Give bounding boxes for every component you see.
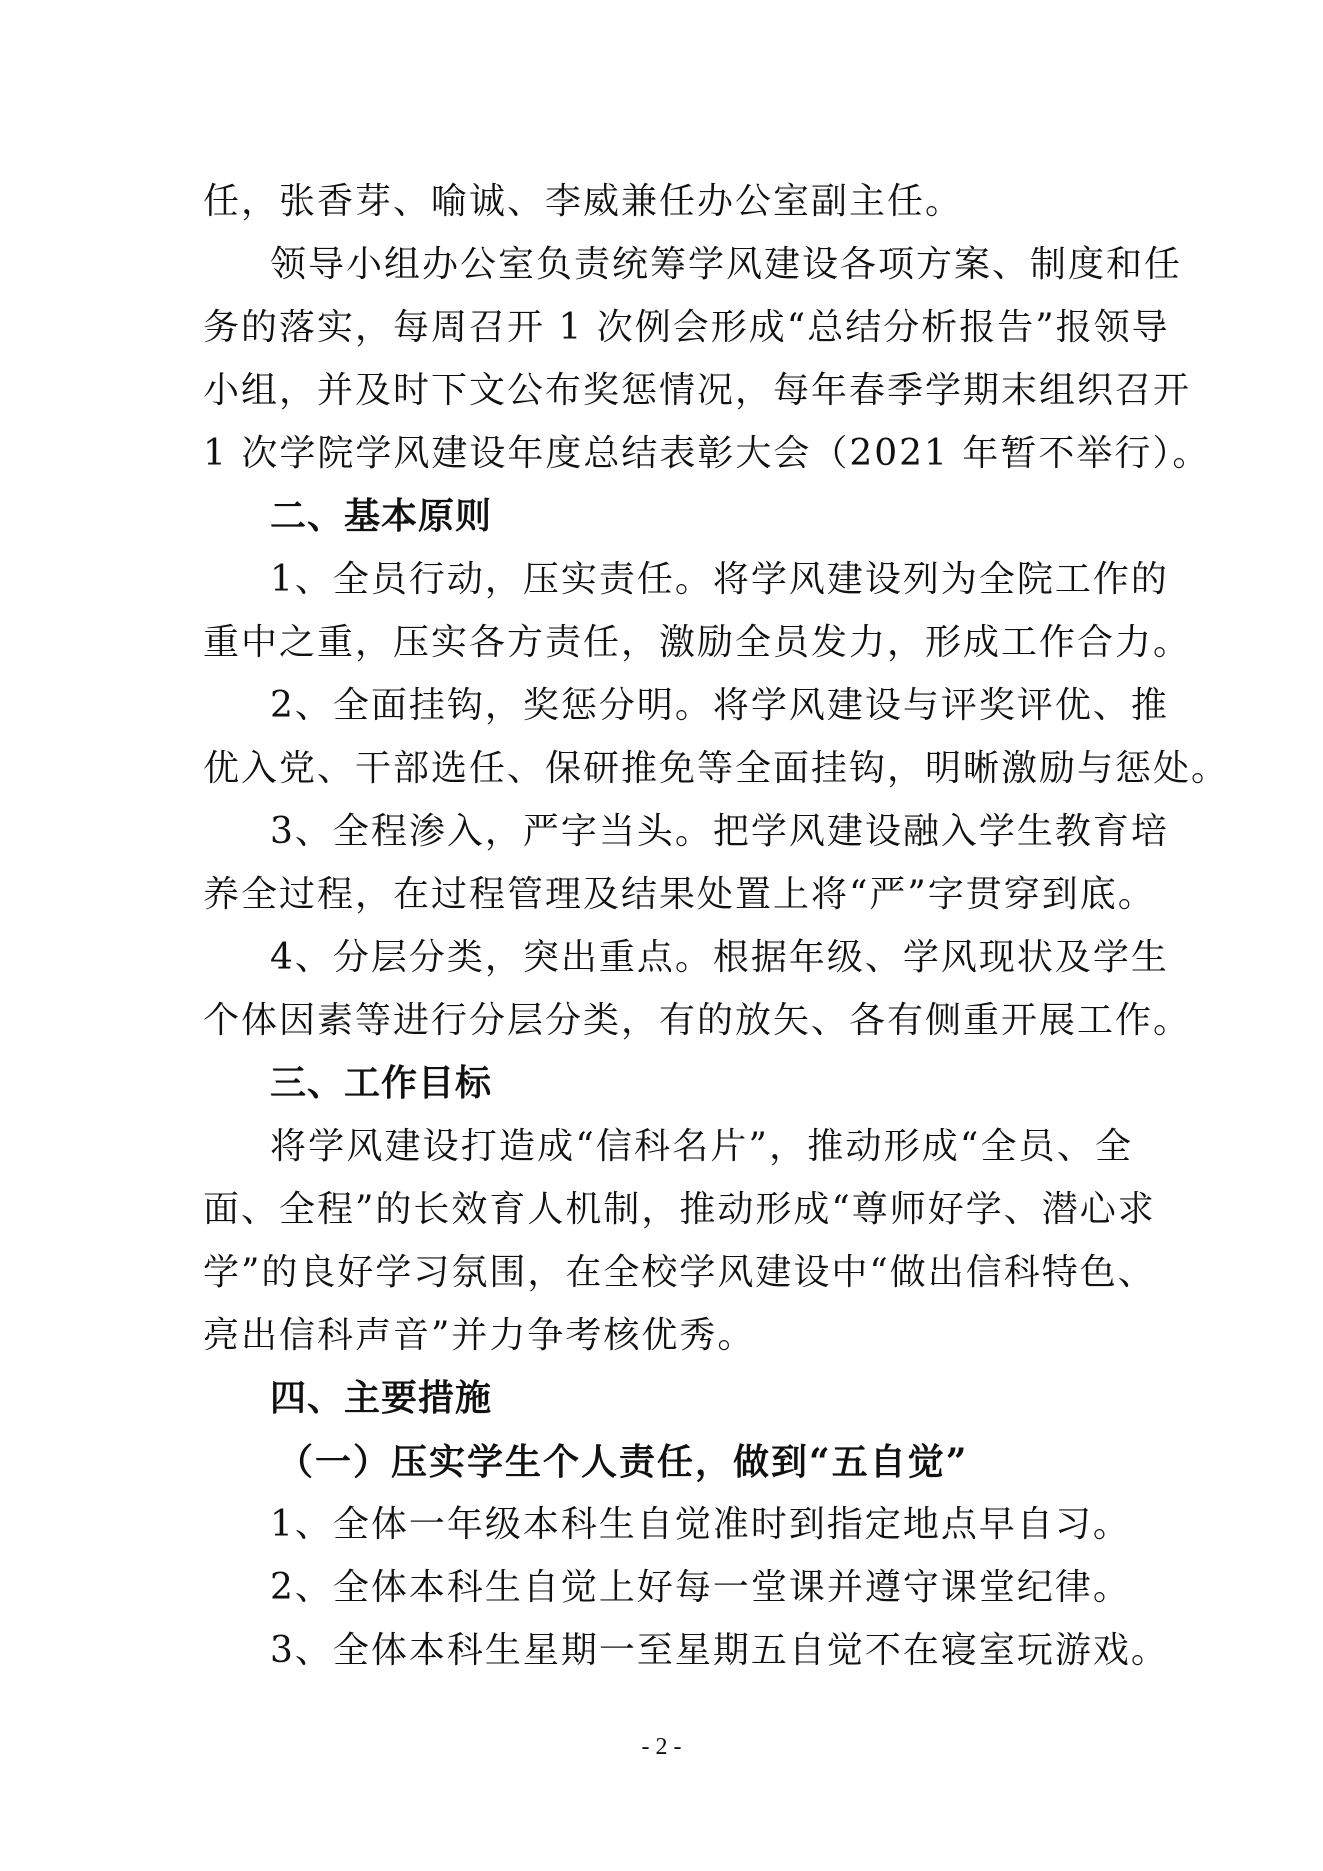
list-item: 1、全体一年级本科生自觉准时到指定地点早自习。: [270, 1504, 1131, 1545]
paragraph-line: 将学风建设打造成“信科名片”，推动形成“全员、全: [270, 1126, 1133, 1167]
paragraph-line: 任，张香芽、喻诚、李威兼任办公室副主任。: [203, 181, 964, 222]
list-item: 2、全体本科生自觉上好每一堂课并遵守课堂纪律。: [270, 1567, 1131, 1608]
paragraph-line: 2、全面挂钩，奖惩分明。将学风建设与评奖评优、推: [270, 685, 1169, 726]
paragraph-line: 亮出信科声音”并力争考核优秀。: [203, 1315, 756, 1356]
section-heading: 二、基本原则: [270, 496, 493, 537]
paragraph-line: 养全过程，在过程管理及结果处置上将“严”字贯穿到底。: [203, 874, 1156, 915]
section-heading: 四、主要措施: [270, 1378, 493, 1419]
paragraph-line: 小组，并及时下文公布奖惩情况，每年春季学期末组织召开: [203, 370, 1192, 411]
page-number: - 2 -: [641, 1734, 682, 1760]
paragraph-line: 个体因素等进行分层分类，有的放矢、各有侧重开展工作。: [203, 1000, 1192, 1041]
paragraph-line: 面、全程”的长效育人机制，推动形成“尊师好学、潜心求: [203, 1189, 1156, 1230]
paragraph-line: 领导小组办公室负责统筹学风建设各项方案、制度和任: [270, 244, 1183, 285]
paragraph-line: 1、全员行动，压实责任。将学风建设列为全院工作的: [270, 559, 1169, 600]
paragraph-line: 务的落实，每周召开 1 次例会形成“总结分析报告”报领导: [203, 307, 1170, 348]
paragraph-line: 3、全程渗入，严字当头。把学风建设融入学生教育培: [270, 811, 1169, 852]
section-heading: 三、工作目标: [270, 1063, 493, 1104]
paragraph-line: 1 次学院学风建设年度总结表彰大会（2021 年暂不举行）。: [203, 433, 1211, 474]
paragraph-line: 4、分层分类，突出重点。根据年级、学风现状及学生: [270, 937, 1169, 978]
subsection-heading: （一）压实学生个人责任，做到“五自觉”: [277, 1441, 969, 1483]
paragraph-line: 学”的良好学习氛围，在全校学风建设中“做出信科特色、: [203, 1252, 1156, 1293]
paragraph-line: 优入党、干部选任、保研推免等全面挂钩，明晰激励与惩处。: [203, 748, 1230, 789]
paragraph-line: 重中之重，压实各方责任，激励全员发力，形成工作合力。: [203, 622, 1192, 663]
list-item: 3、全体本科生星期一至星期五自觉不在寝室玩游戏。: [270, 1630, 1169, 1671]
